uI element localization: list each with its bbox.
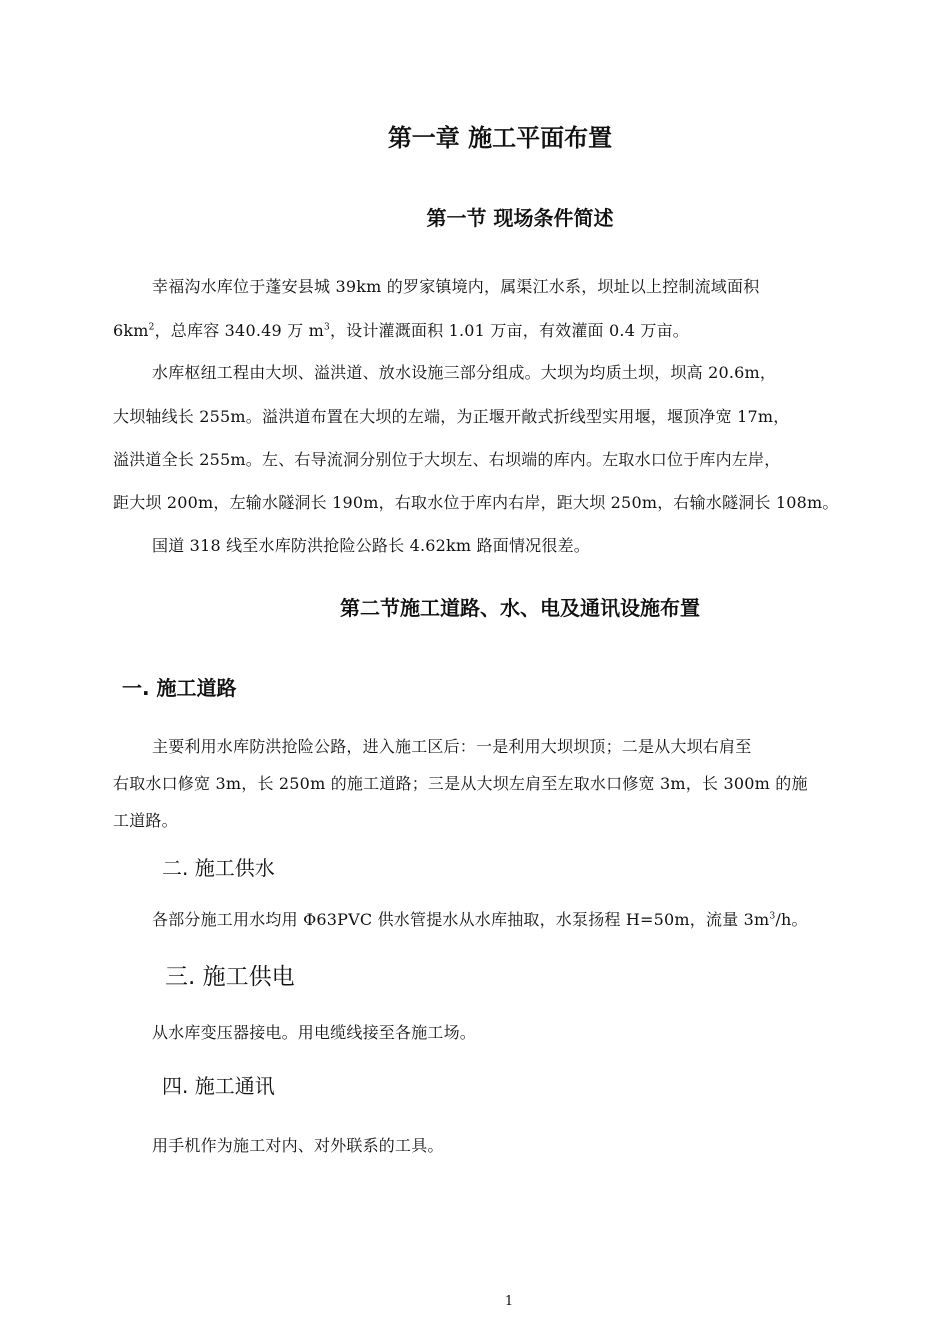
water-line-1: 各部分施工用水均用 Φ63PVC 供水管提水从水库抽取，水泵扬程 H=50m，流量 $3m^3/h$。	[152, 910, 808, 929]
section-1-title: 第一节 现场条件简述	[426, 206, 614, 230]
comm-line-1: 用手机作为施工对内、对外联系的工具。	[152, 1136, 444, 1155]
s1-paragraph-2-line-1: 水库枢纽工程由大坝、溢洪道、放水设施三部分组成。大坝为均质土坝，坝高 20.6m，	[152, 363, 777, 382]
road-line-3: 工道路。	[113, 811, 178, 830]
heading-water-supply: 二. 施工供水	[162, 856, 275, 880]
power-line-1: 从水库变压器接电。用电缆线接至各施工场。	[152, 1023, 477, 1042]
chapter-title: 第一章 施工平面布置	[387, 124, 613, 152]
heading-construction-road: 一. 施工道路	[122, 676, 237, 700]
section-2-title: 第二节施工道路、水、电及通讯设施布置	[340, 596, 700, 620]
s1-paragraph-2-line-3: 溢洪道全长 255m。左、右导流洞分别位于大坝左、右坝端的库内。左取水口位于库内左岸，	[113, 450, 781, 469]
heading-power-supply: 三. 施工供电	[165, 964, 295, 990]
road-line-1: 主要利用水库防洪抢险公路，进入施工区后：一是利用大坝坝顶；二是从大坝右肩至	[152, 737, 752, 756]
road-line-2: 右取水口修宽 3m，长 250m 的施工道路；三是从大坝左肩至左取水口修宽 3m，长 300m 的施	[113, 774, 808, 793]
heading-communication: 四. 施工通讯	[162, 1074, 275, 1098]
s1-paragraph-3-line-1: 国道 318 线至水库防洪抢险公路长 4.62km 路面情况很差。	[152, 536, 590, 555]
s1-paragraph-1-line-1: 幸福沟水库位于蓬安县城 39km 的罗家镇境内，属渠江水系，坝址以上控制流域面积	[152, 277, 760, 296]
page-number: 1	[504, 1294, 514, 1309]
s1-paragraph-2-line-2: 大坝轴线长 255m。溢洪道布置在大坝的左端，为正堰开敞式折线型实用堰，堰顶净宽 17m，	[113, 407, 790, 426]
s1-paragraph-2-line-4: 距大坝 200m，左输水隧洞长 190m，右取水位于库内右岸，距大坝 250m，右输水隧洞长 108m。	[113, 493, 839, 512]
s1-paragraph-1-line-2: $6km^2$，总库容 340.49 万 $m^3$，设计灌溉面积 1.01 万亩，有效灌面 0.4 万亩。	[113, 321, 689, 340]
